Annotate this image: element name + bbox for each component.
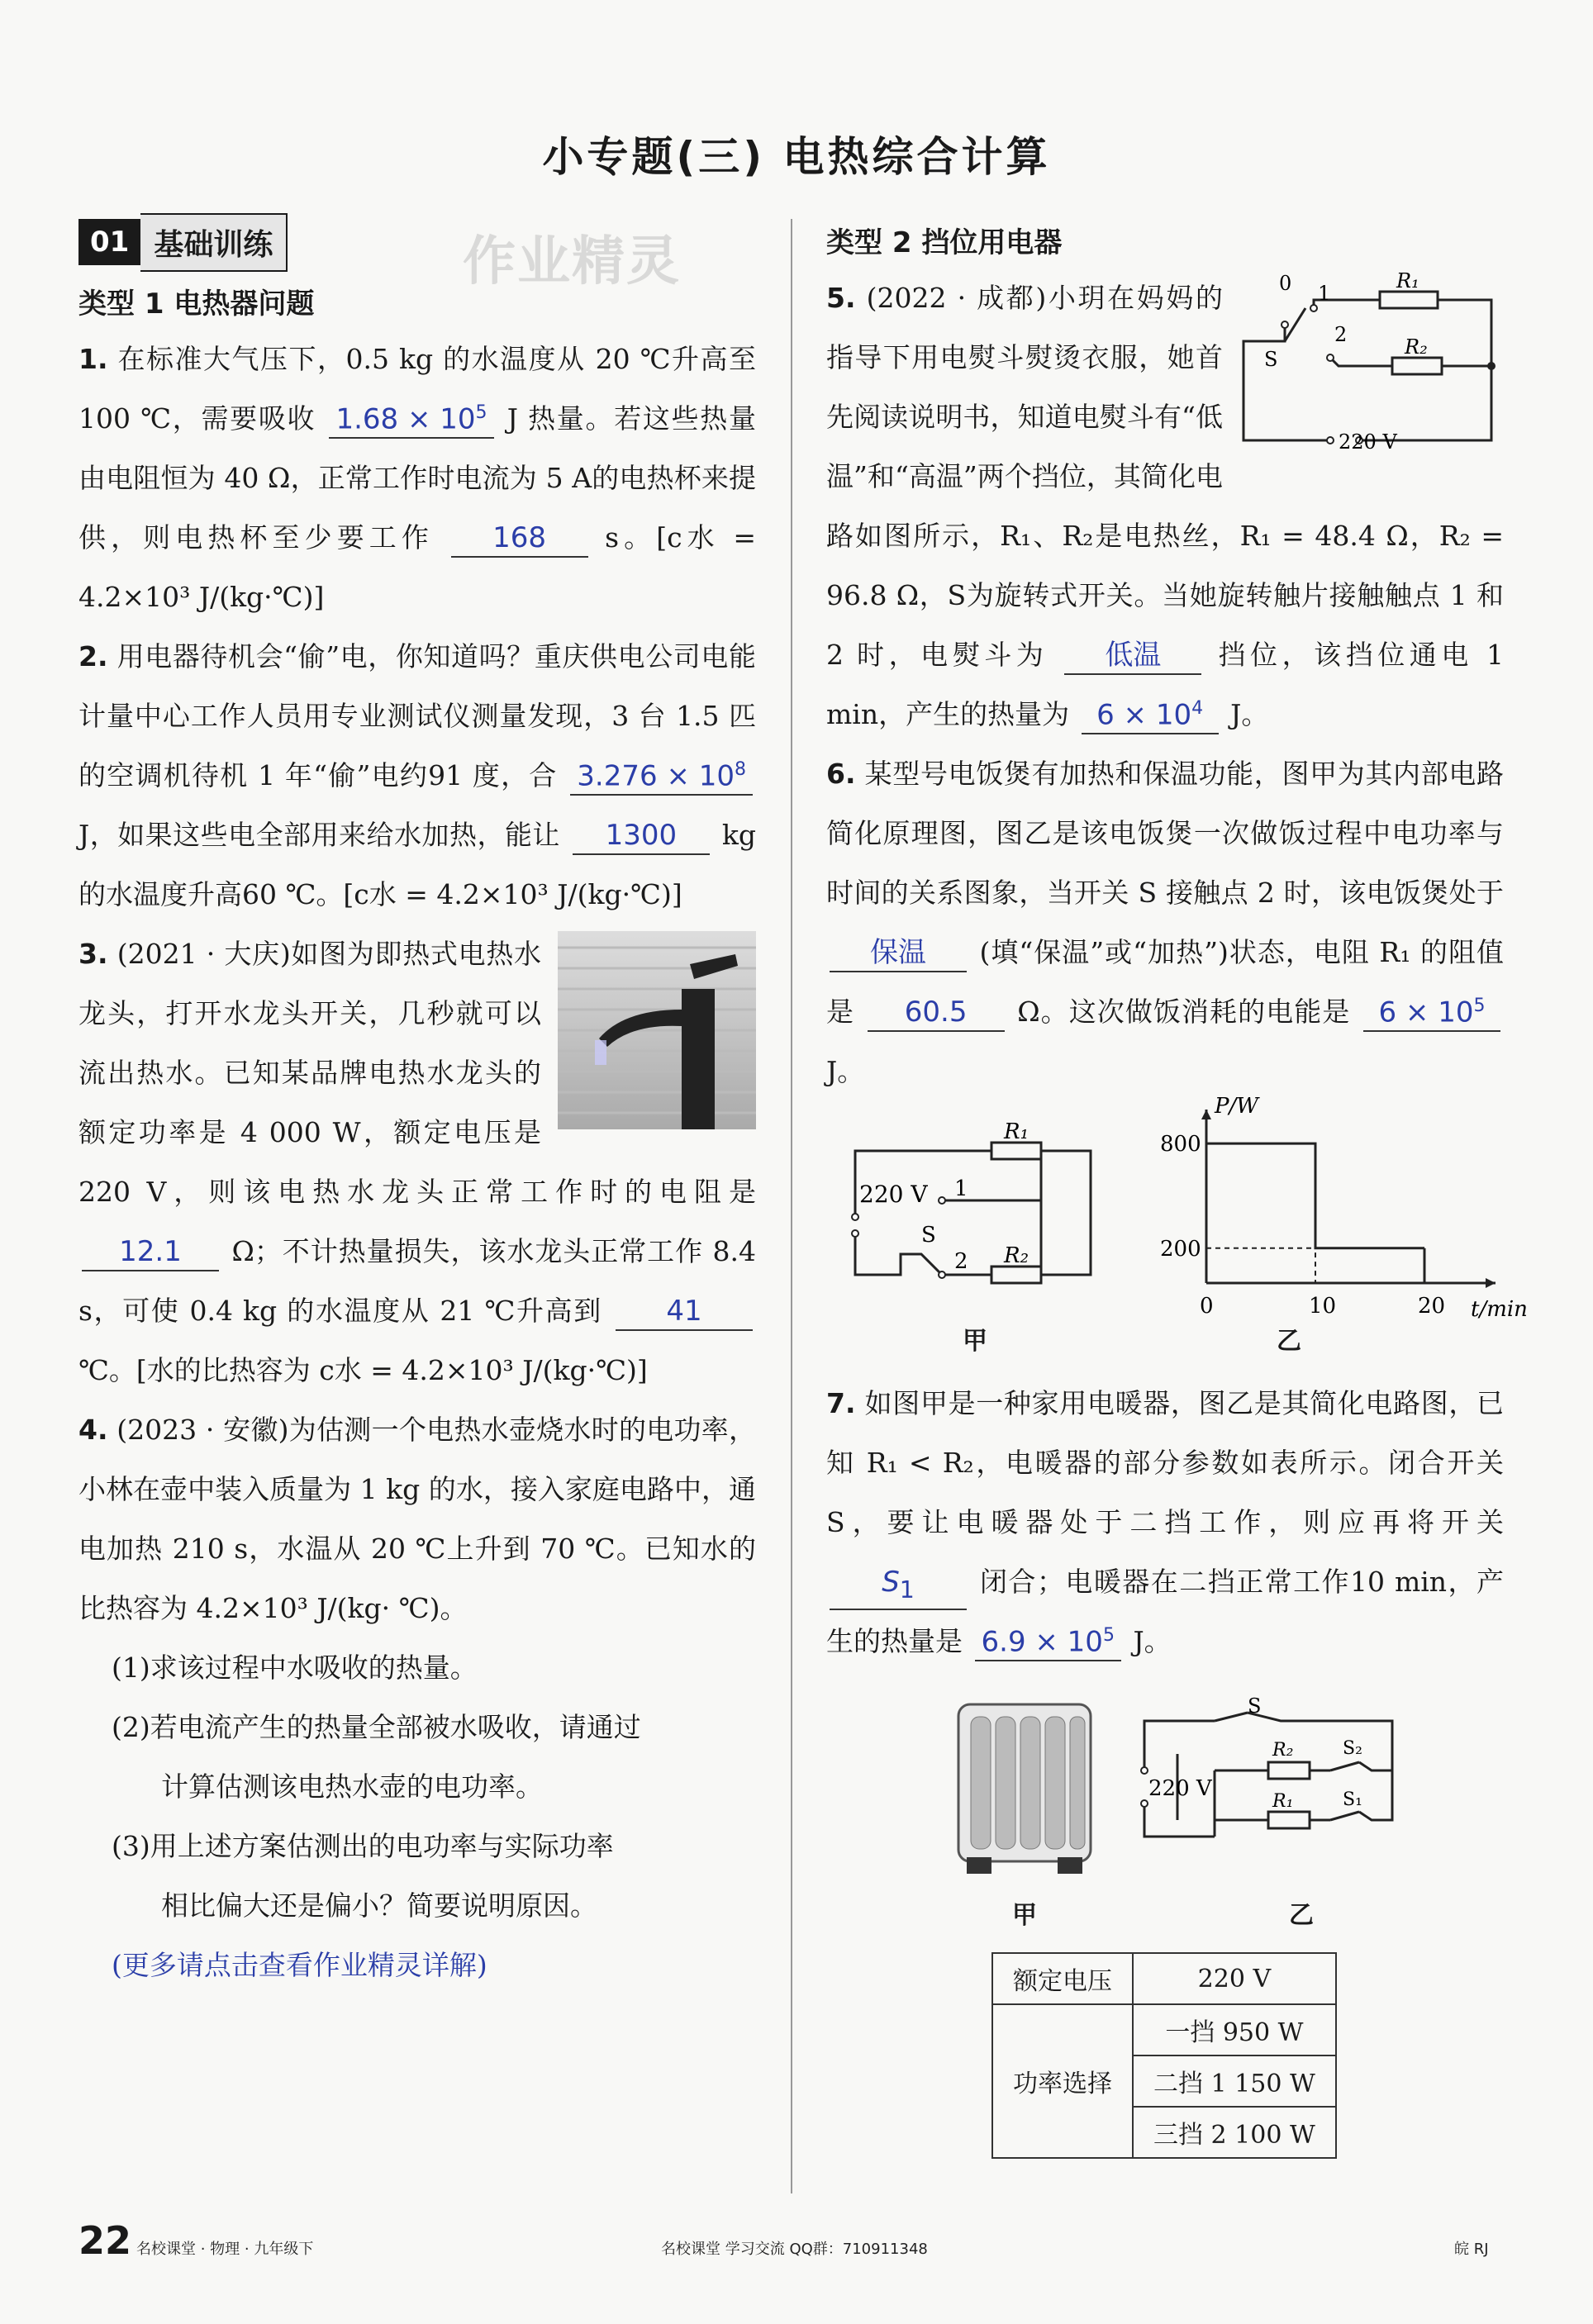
question-text: J。 (1133, 1625, 1172, 1657)
resistor-1-label: R₁ (1004, 1119, 1029, 1144)
q7-figures (826, 1688, 1504, 1930)
x-axis-label: t/min (1471, 1297, 1528, 1322)
answer-blank[interactable]: 1300 (573, 817, 710, 855)
power-time-chart (1148, 1094, 1528, 1324)
question-4 (78, 1400, 756, 1638)
question-5 (826, 269, 1504, 744)
answer-blank[interactable] (1082, 691, 1219, 734)
table-cell: 功率选择 (992, 2004, 1133, 2158)
right-column (826, 215, 1528, 2159)
sub-question-1: (1)求该过程中水吸收的热量。 (112, 1652, 478, 1684)
contact-1-label: 1 (954, 1176, 968, 1201)
question-number: 2. (78, 640, 108, 672)
voltage-label: 220 V (1148, 1776, 1212, 1801)
answer-text: 1.68 × 10 (335, 402, 476, 435)
question-6 (826, 744, 1504, 1101)
page-title: 小专题(三) 电热综合计算 (542, 133, 1051, 181)
iron-circuit (1239, 269, 1504, 478)
x-tick-label: 0 (1200, 1294, 1214, 1319)
y-tick-label: 200 (1160, 1236, 1201, 1262)
answer-blank[interactable] (1363, 988, 1500, 1032)
question-number: 3. (78, 938, 108, 970)
resistor-2-label: R₂ (1004, 1243, 1029, 1268)
watermark: 作业精灵 (463, 231, 681, 292)
question-text: J。 (1230, 698, 1269, 730)
rice-cooker-circuit (851, 1119, 1099, 1308)
iron-circuit-diagram (1239, 269, 1504, 457)
question-number: 4. (78, 1414, 108, 1446)
table-cell: 一挡 950 W (1133, 2004, 1336, 2055)
question-text: J。 (826, 1055, 865, 1087)
type-2-title: 类型 2 挡位用电器 (826, 226, 1063, 259)
sub-question-3-cont: 相比偏大还是偏小？简要说明原因。 (161, 1889, 597, 1922)
switch-2-label: S₂ (1343, 1738, 1362, 1759)
faucet-image (558, 931, 756, 1150)
resistor-2-label: R₂ (1405, 335, 1428, 359)
question-text: (填“保温”或“加热”)状态，电阻 R₁ 的阻值是 (826, 936, 1504, 1028)
table-cell: 二挡 1 150 W (1133, 2055, 1336, 2107)
answer-exponent: 4 (1191, 697, 1204, 719)
answer-blank[interactable]: 保温 (830, 934, 967, 972)
voltage-label: 220 V (859, 1181, 928, 1208)
y-tick-label: 800 (1160, 1132, 1201, 1157)
voltage-label: 220 V (1339, 430, 1397, 454)
question-text: Ω。这次做饭消耗的电能是 (1017, 996, 1351, 1028)
question-text: ℃。[水的比热容为 c水 = 4.2×10³ J/(kg·℃)] (78, 1354, 648, 1386)
question-number: 1. (78, 343, 108, 375)
answer-text: 6.9 × 10 (981, 1625, 1103, 1658)
question-text: (2021 · 大庆)如图为即热式电热水龙头，打开水龙头开关，几秒就可以流出热水。已知某品牌电热水龙头的额定功率是 4 000 W，额定电压是 220 V，则该电热水龙头正常工作时的电阻是 (78, 938, 756, 1208)
answer-subscript: 1 (899, 1575, 915, 1604)
switch-label: S (1248, 1694, 1262, 1718)
footer-right: 皖 RJ (1454, 2241, 1489, 2258)
question-number: 5. (826, 282, 856, 314)
table-cell: 220 V (1133, 1953, 1336, 2004)
type-1-title: 类型 1 电热器问题 (78, 288, 315, 321)
contact-2-label: 2 (954, 1249, 968, 1274)
contact-1-label: 1 (1318, 282, 1331, 305)
answer-text: S (882, 1566, 900, 1599)
sub-question-3: (3)用上述方案估测出的电功率与实际功率 (112, 1830, 614, 1862)
figure-a-label: 甲 (1012, 1901, 1037, 1930)
question-text: J，如果这些电全部用来给水加热，能让 (78, 819, 560, 851)
answer-blank[interactable]: 低温 (1064, 637, 1201, 675)
switch-label: S (1264, 348, 1278, 371)
answer-blank[interactable]: 60.5 (868, 994, 1005, 1032)
answer-blank[interactable] (329, 395, 493, 439)
switch-1-label: S₁ (1343, 1789, 1362, 1810)
question-text: 如图甲是一种家用电暖器，图乙是其简化电路图，已知 R₁ < R₂，电暖器的部分参数如表所示。闭合开关 S，要让电暖器处于二挡工作，则应再将开关 (826, 1387, 1505, 1538)
figure-b-label: 乙 (1277, 1327, 1301, 1356)
question-7 (826, 1374, 1504, 1671)
question-text: kg 的水温度升高60 ℃。[c水 = 4.2×10³ J/(kg·℃)] (78, 819, 756, 910)
resistor-2-label: R₂ (1272, 1740, 1294, 1761)
answer-exponent: 8 (735, 758, 746, 780)
answer-blank[interactable] (975, 1618, 1121, 1661)
sub-question-2-cont: 计算估测该电热水壶的电功率。 (161, 1770, 543, 1803)
question-text: Ω；不计热量损失，该水龙头正常工作 8.4 s，可使 0.4 kg 的水温度从 21 ℃升高到 (78, 1235, 756, 1327)
more-link[interactable]: (更多请点击查看作业精灵详解) (112, 1949, 487, 1981)
answer-exponent: 5 (475, 402, 487, 423)
question-text: J 热量。若这些热量由电阻恒为 40 Ω，正常工作时电流为 5 A的电热杯来提供，则电热杯至少要工作 (78, 402, 756, 554)
switch-label: S (921, 1223, 936, 1248)
question-text: 某型号电饭煲有加热和保温功能，图甲为其内部电路简化原理图，图乙是该电饭煲一次做饭过程中电功率与时间的关系图象，当开关 S 接触点 2 时，该电饭煲处于 (826, 758, 1505, 909)
answer-text: 6 × 10 (1096, 698, 1192, 731)
contact-0-label: 0 (1279, 272, 1292, 295)
footer-left: 名校课堂 · 物理 · 九年级下 (136, 2241, 314, 2258)
y-axis-arrow (1201, 1110, 1211, 1119)
resistor-1-label: R₁ (1272, 1791, 1294, 1812)
x-axis-arrow (1486, 1278, 1496, 1288)
question-3 (78, 924, 756, 1400)
question-text: 在标准大气压下，0.5 kg 的水温度从 20 ℃升高至 100 ℃，需要吸收 (78, 343, 756, 435)
column-divider (791, 219, 792, 2193)
question-number: 6. (826, 758, 856, 790)
question-text: s。[c水 = 4.2×10³ J/(kg·℃)] (78, 521, 756, 613)
question-2 (78, 627, 756, 924)
question-text: 挡位，该挡位通电 1 min，产生的热量为 (826, 639, 1504, 730)
answer-blank[interactable]: 168 (451, 520, 588, 558)
answer-exponent: 5 (1473, 995, 1486, 1016)
x-tick-label: 10 (1309, 1294, 1337, 1319)
question-number: 7. (826, 1387, 856, 1419)
heater-image (950, 1688, 1099, 1886)
question-text: (2023 · 安徽)为估测一个电热水壶烧水时的电功率，小林在壶中装入质量为 1 kg 的水，接入家庭电路中，通电加热 210 s，水温从 20 ℃上升到 70 ℃。已知水的比热容为 4.2×10³ J/(kg· ℃)。 (78, 1414, 756, 1624)
table-cell: 三挡 2 100 W (1133, 2107, 1336, 2158)
answer-text: 6 × 10 (1378, 996, 1474, 1029)
answer-blank[interactable]: 12.1 (82, 1233, 219, 1271)
figure-a-label: 甲 (963, 1327, 987, 1356)
section-label: 基础训练 (140, 213, 288, 272)
left-column (78, 215, 756, 1995)
question-text: 用电器待机会“偷”电，你知道吗？重庆供电公司电能计量中心工作人员用专业测试仪测量发现，3 台 1.5 匹的空调机待机 1 年“偷”电约91 度，合 (78, 640, 756, 791)
answer-text: 3.276 × 10 (577, 759, 735, 792)
sub-question-2: (2)若电流产生的热量全部被水吸收，请通过 (112, 1711, 641, 1743)
faucet-icon (558, 931, 756, 1129)
parameter-table (991, 1952, 1337, 2159)
question-text: (2022 · 成都)小玥在妈妈的指导下用电熨斗熨烫衣服，她首先阅读说明书，知道电熨斗有“低温”和“高温”两个挡位，其简化电路如图所示，R₁、R₂是电热丝，R₁ = 48.4 Ω，R₂ = 96.8 Ω，S为旋转式开关。当她旋转触片接触触点 1 和 2 时，电熨斗为 (826, 282, 1504, 671)
answer-blank[interactable] (830, 1564, 967, 1610)
footer-center: 名校课堂 学习交流 QQ群：710911348 (661, 2241, 928, 2258)
resistor-1-label: R₁ (1396, 269, 1419, 292)
section-number: 01 (78, 219, 140, 265)
question-1 (78, 330, 756, 627)
question-text: 闭合；电暖器在二挡正常工作10 min，产生的热量是 (826, 1566, 1504, 1657)
x-tick-label: 20 (1418, 1294, 1446, 1319)
contact-2-label: 2 (1334, 323, 1348, 346)
table-cell: 额定电压 (992, 1953, 1133, 2004)
page-number: 22 (78, 2218, 132, 2263)
figure-b-label: 乙 (1289, 1901, 1314, 1930)
heater-circuit (1140, 1694, 1421, 1870)
q6-figures (826, 1094, 1528, 1357)
answer-exponent: 5 (1102, 1624, 1115, 1646)
answer-blank[interactable] (570, 752, 753, 796)
answer-blank[interactable]: 41 (616, 1293, 753, 1331)
y-axis-label: P/W (1215, 1094, 1258, 1119)
series-line (1206, 1143, 1424, 1248)
